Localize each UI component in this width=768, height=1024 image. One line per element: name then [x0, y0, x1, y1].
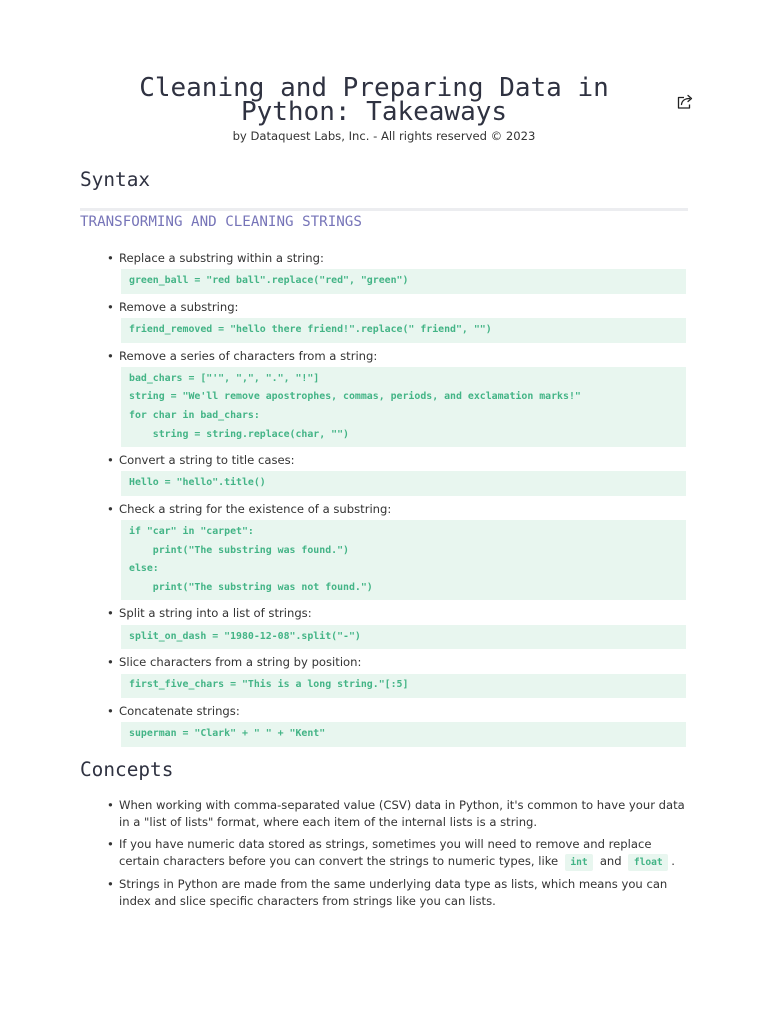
- concept-text: When working with comma-separated value (CSV) data in Python, it's common to have your data in a "list of lists" format, where each item of the internal lists is a string.: [119, 798, 685, 829]
- syntax-item-label: • Slice characters from a string by position:: [119, 655, 362, 670]
- concept-text: .: [671, 854, 675, 868]
- syntax-item-label: • Remove a substring:: [119, 299, 239, 314]
- syntax-item-label: • Split a string into a list of strings:: [119, 606, 312, 621]
- concept-text: Strings in Python are made from the same underlying data type as lists, which means you can index and slice specific characters from strings like you can lists.: [119, 877, 668, 908]
- syntax-item: [119, 348, 688, 448]
- share-button[interactable]: [676, 93, 694, 110]
- code-block: if "car" in "carpet": print("The substring was found.") else: print("The substring was not found."): [121, 520, 686, 600]
- code-block: superman = "Clark" + " " + "Kent": [121, 722, 686, 746]
- byline: by Dataquest Labs, Inc. - All rights reserved © 2023: [232, 129, 536, 143]
- syntax-item: [119, 654, 688, 698]
- syntax-list: [119, 250, 688, 752]
- concept-item: [119, 797, 693, 831]
- code-block: green_ball = "red ball".replace("red", "green"): [121, 269, 686, 293]
- code-block: split_on_dash = "1980-12-08".split("-"): [121, 625, 686, 649]
- concept-item: [119, 876, 693, 910]
- section-divider: [80, 208, 688, 211]
- code-block: friend_removed = "hello there friend!".replace(" friend", ""): [121, 318, 686, 342]
- syntax-heading: Syntax: [80, 168, 151, 191]
- syntax-item-label: • Check a string for the existence of a substring:: [119, 501, 392, 516]
- concept-text: If you have numeric data stored as strings, sometimes you will need to remove and replace certain characters before you can convert the strings to numeric types, like: [119, 837, 652, 868]
- concept-text: and: [596, 854, 626, 868]
- syntax-item-label: • Remove a series of characters from a string:: [119, 348, 378, 363]
- syntax-item-label: • Convert a string to title cases:: [119, 453, 295, 468]
- code-block: Hello = "hello".title(): [121, 471, 686, 495]
- syntax-item: [119, 299, 688, 343]
- inline-code-float: float: [628, 854, 668, 871]
- syntax-item-label: • Concatenate strings:: [119, 703, 240, 718]
- concepts-heading: Concepts: [80, 758, 174, 781]
- syntax-item: [119, 501, 688, 601]
- syntax-item: [119, 250, 688, 294]
- page-title: Cleaning and Preparing Data in Python: Takeaways: [139, 73, 609, 127]
- syntax-item: [119, 605, 688, 649]
- inline-code-int: int: [565, 854, 593, 871]
- code-block: first_five_chars = "This is a long string."[:5]: [121, 674, 686, 698]
- concepts-list: [119, 797, 693, 915]
- section-title: TRANSFORMING AND CLEANING STRINGS: [80, 214, 362, 230]
- share-icon: [676, 93, 694, 110]
- syntax-item-label: • Replace a substring within a string:: [119, 251, 324, 265]
- syntax-item: [119, 452, 688, 496]
- concept-item: [119, 836, 693, 871]
- code-block: bad_chars = ["'", ",", ".", "!"] string = "We'll remove apostrophes, commas, periods, and exclamation marks!" for char in bad_chars: string = string.replace(char, ""): [121, 367, 686, 447]
- syntax-item: [119, 703, 688, 747]
